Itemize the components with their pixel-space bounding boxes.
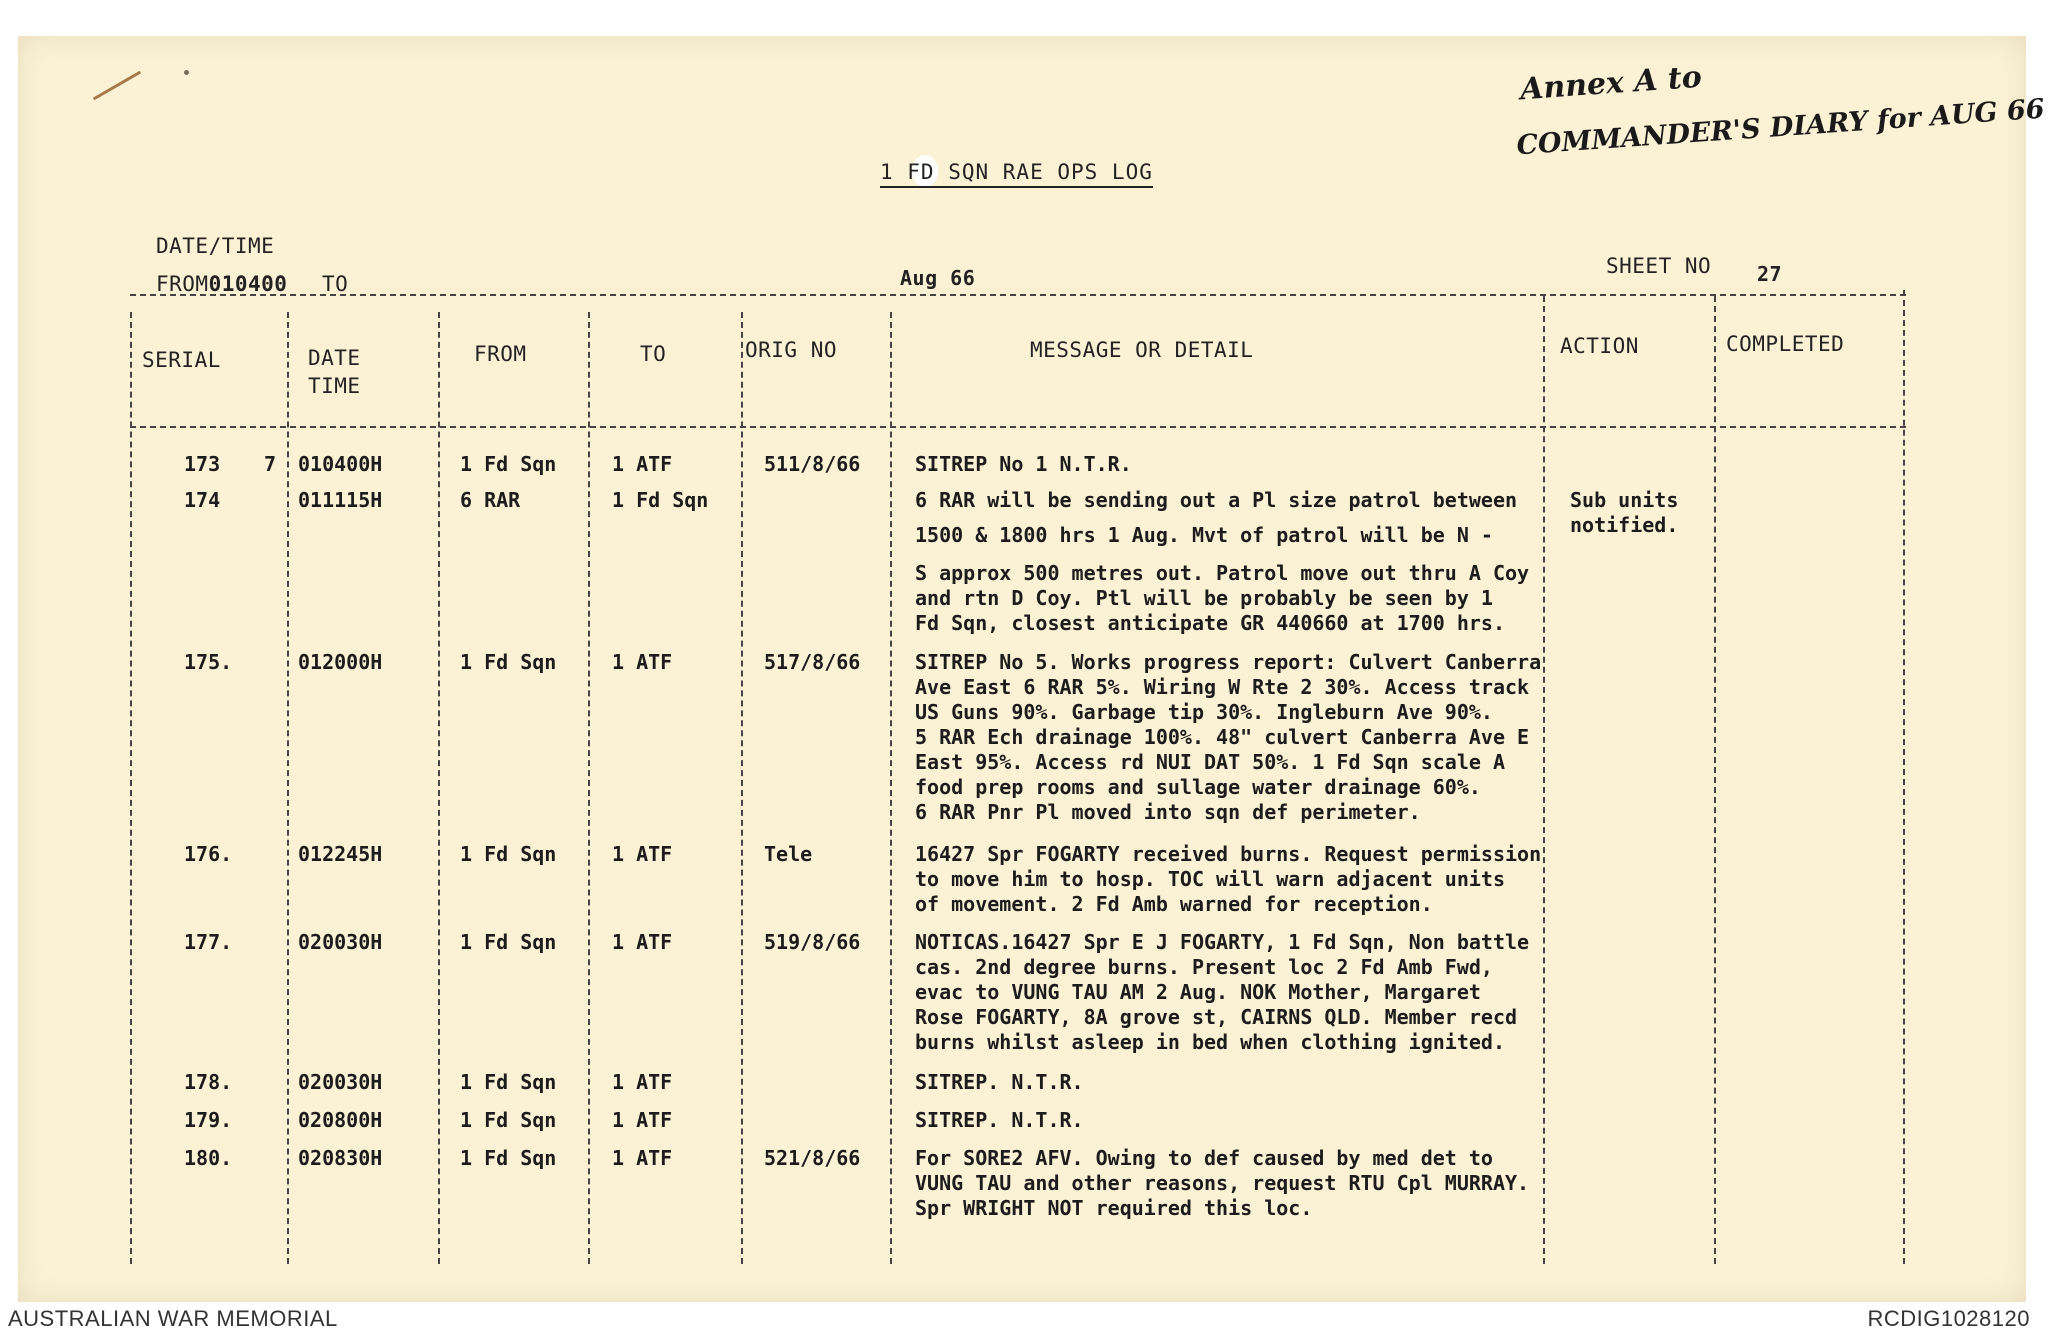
row-to: 1 ATF — [612, 452, 673, 476]
col-header-to: TO — [640, 342, 667, 366]
row-message-line: 6 RAR Pnr Pl moved into sqn def perimeter. — [915, 800, 1421, 824]
row-message-line: burns whilst asleep in bed when clothing ignited. — [915, 1030, 1506, 1054]
row-mark: 7 — [264, 452, 277, 476]
row-date-time: 012245H — [298, 842, 383, 866]
col-header-serial: SERIAL — [142, 348, 221, 372]
row-message-line: to move him to hosp. TOC will warn adjacent units — [915, 867, 1506, 891]
row-to: 1 Fd Sqn — [612, 488, 709, 512]
col-header-action: ACTION — [1560, 334, 1639, 358]
footer-source: AUSTRALIAN WAR MEMORIAL — [8, 1306, 338, 1331]
row-serial: 176. — [184, 842, 233, 866]
col-divider-8 — [1903, 290, 1905, 1264]
col-divider-1 — [287, 312, 289, 1264]
col-divider-4 — [741, 312, 743, 1264]
col-header-orig-no: ORIG NO — [745, 338, 838, 362]
row-message-line: of movement. 2 Fd Amb warned for reception. — [915, 892, 1433, 916]
table-top-rule — [130, 294, 1906, 296]
row-message-line: 1500 & 1800 hrs 1 Aug. Mvt of patrol will be N - — [915, 523, 1493, 547]
row-message-line: Rose FOGARTY, 8A grove st, CAIRNS QLD. Member recd — [915, 1005, 1518, 1029]
header-bottom-rule — [130, 426, 1906, 428]
col-header-from: FROM — [474, 342, 527, 366]
row-message-line: For SORE2 AFV. Owing to def caused by med det to — [915, 1146, 1493, 1170]
row-message-line: US Guns 90%. Garbage tip 30%. Ingleburn Ave 90%. — [915, 700, 1493, 724]
row-serial: 179. — [184, 1108, 233, 1132]
row-message-line: 5 RAR Ech drainage 100%. 48" culvert Canberra Ave E — [915, 725, 1530, 749]
handwritten-annex-line2: COMMANDER'S DIARY for AUG 66 — [1515, 93, 2046, 162]
row-from: 1 Fd Sqn — [460, 1070, 557, 1094]
row-message-line: SITREP. N.T.R. — [915, 1070, 1084, 1094]
col-divider-0 — [130, 312, 132, 1264]
row-from: 1 Fd Sqn — [460, 1146, 557, 1170]
ink-spot — [184, 70, 189, 75]
row-date-time: 020030H — [298, 930, 383, 954]
footer-id: RCDIG1028120 — [1867, 1306, 2030, 1331]
row-message-line: SITREP. N.T.R. — [915, 1108, 1084, 1132]
row-message-line: NOTICAS.16427 Spr E J FOGARTY, 1 Fd Sqn, Non battle — [915, 930, 1530, 954]
row-date-time: 020030H — [298, 1070, 383, 1094]
row-serial: 178. — [184, 1070, 233, 1094]
row-message-line: Ave East 6 RAR 5%. Wiring W Rte 2 30%. Access track — [915, 675, 1530, 699]
row-date-time: 011115H — [298, 488, 383, 512]
page-title: 1 FD SQN RAE OPS LOG — [880, 160, 1153, 188]
row-orig-no: Tele — [764, 842, 813, 866]
row-message-line: cas. 2nd degree burns. Present loc 2 Fd Amb Fwd, — [915, 955, 1493, 979]
row-date-time: 012000H — [298, 650, 383, 674]
month-value: Aug 66 — [900, 266, 976, 290]
row-message-line: SITREP No 1 N.T.R. — [915, 452, 1132, 476]
col-divider-5 — [890, 312, 892, 1264]
row-date-time: 020830H — [298, 1146, 383, 1170]
row-message-line: VUNG TAU and other reasons, request RTU Cpl MURRAY. — [915, 1171, 1530, 1195]
row-from: 1 Fd Sqn — [460, 1108, 557, 1132]
row-serial: 174 — [184, 488, 221, 512]
row-message-line: food prep rooms and sullage water drainage 60%. — [915, 775, 1481, 799]
col-header-completed: COMPLETED — [1726, 332, 1845, 356]
row-serial: 173 — [184, 452, 221, 476]
row-serial: 177. — [184, 930, 233, 954]
row-date-time: 010400H — [298, 452, 383, 476]
col-header-message: MESSAGE OR DETAIL — [1030, 338, 1254, 362]
handwritten-annex-line1: Annex A to — [1519, 59, 1703, 108]
row-message-line: 16427 Spr FOGARTY received burns. Request permission — [915, 842, 1542, 866]
row-orig-no: 521/8/66 — [764, 1146, 861, 1170]
row-action-line: notified. — [1570, 513, 1679, 537]
row-to: 1 ATF — [612, 1070, 673, 1094]
col-divider-2 — [438, 312, 440, 1264]
archive-footer — [0, 1302, 2048, 1338]
row-message-line: 6 RAR will be sending out a Pl size patrol between — [915, 488, 1518, 512]
col-header-time: TIME — [308, 374, 361, 398]
from-label — [156, 272, 287, 296]
col-divider-6 — [1543, 296, 1545, 1264]
row-action-line: Sub units — [1570, 488, 1679, 512]
from-label-text: FROM — [156, 272, 209, 296]
row-date-time: 020800H — [298, 1108, 383, 1132]
to-label: TO — [322, 272, 349, 296]
row-orig-no: 511/8/66 — [764, 452, 861, 476]
row-message-line: and rtn D Coy. Ptl will be probably be seen by 1 — [915, 586, 1493, 610]
col-divider-7 — [1714, 296, 1716, 1264]
row-from: 1 Fd Sqn — [460, 452, 557, 476]
sheet-label: SHEET NO — [1606, 254, 1712, 278]
row-orig-no: 517/8/66 — [764, 650, 861, 674]
row-orig-no: 519/8/66 — [764, 930, 861, 954]
col-header-date: DATE — [308, 346, 361, 370]
row-message-line: evac to VUNG TAU AM 2 Aug. NOK Mother, Margaret — [915, 980, 1481, 1004]
sheet-value: 27 — [1757, 262, 1783, 286]
row-to: 1 ATF — [612, 842, 673, 866]
row-message-line: East 95%. Access rd NUI DAT 50%. 1 Fd Sqn scale A — [915, 750, 1506, 774]
row-from: 1 Fd Sqn — [460, 842, 557, 866]
row-to: 1 ATF — [612, 1146, 673, 1170]
row-message-line: S approx 500 metres out. Patrol move out thru A Coy — [915, 561, 1530, 585]
row-message-line: Fd Sqn, closest anticipate GR 440660 at 1700 hrs. — [915, 611, 1506, 635]
row-message-line: Spr WRIGHT NOT required this loc. — [915, 1196, 1313, 1220]
from-value: 010400 — [208, 272, 288, 296]
row-serial: 175. — [184, 650, 233, 674]
col-divider-3 — [588, 312, 590, 1264]
row-message-line: SITREP No 5. Works progress report: Culvert Canberra — [915, 650, 1542, 674]
row-from: 1 Fd Sqn — [460, 930, 557, 954]
row-serial: 180. — [184, 1146, 233, 1170]
row-to: 1 ATF — [612, 650, 673, 674]
row-to: 1 ATF — [612, 1108, 673, 1132]
date-time-label: DATE/TIME — [156, 234, 275, 258]
row-from: 6 RAR — [460, 488, 521, 512]
row-to: 1 ATF — [612, 930, 673, 954]
row-from: 1 Fd Sqn — [460, 650, 557, 674]
